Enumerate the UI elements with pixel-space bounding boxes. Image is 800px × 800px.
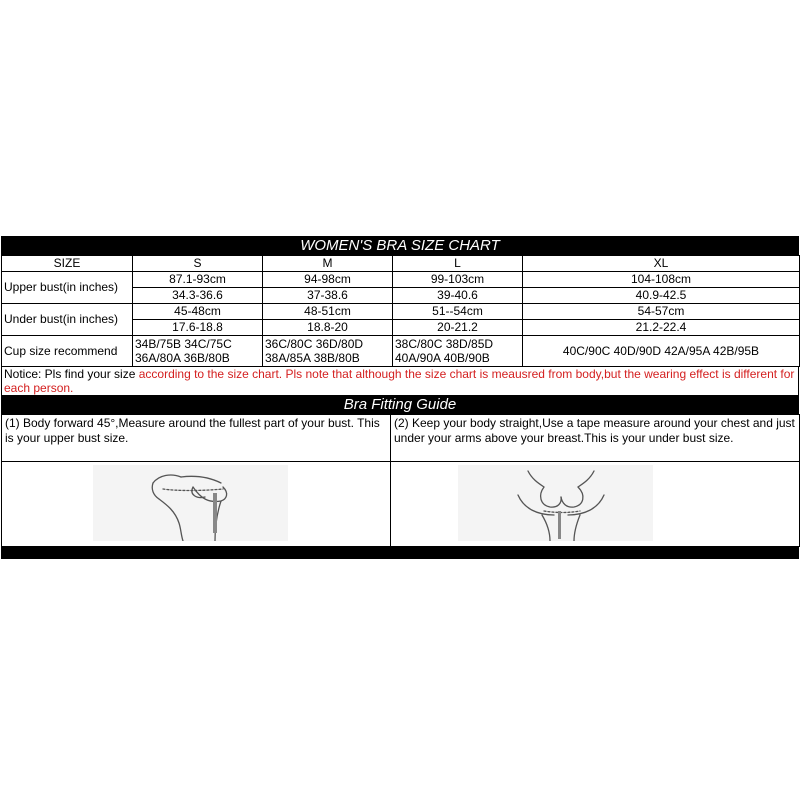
header-s: S	[133, 256, 263, 272]
header-xl: XL	[523, 256, 800, 272]
header-m: M	[263, 256, 393, 272]
upper-bust-in-l: 39-40.6	[393, 288, 523, 304]
under-bust-in-xl: 21.2-22.4	[523, 320, 800, 336]
upper-bust-cm-s: 87.1-93cm	[133, 272, 263, 288]
guide-image-cell-1	[2, 462, 391, 547]
under-bust-label: Under bust(in inches)	[2, 304, 133, 336]
bottom-bar	[1, 547, 799, 559]
under-bust-cm-s: 45-48cm	[133, 304, 263, 320]
cup-size-s-line2: 36A/80A 36B/80B	[135, 351, 230, 365]
cup-size-l-line1: 38C/80C 38D/85D	[395, 337, 494, 351]
notice-text	[1, 367, 799, 395]
guide-text-row	[2, 415, 800, 462]
size-table	[1, 255, 800, 367]
guide-image-cell-2	[391, 462, 800, 547]
cup-size-m-line1: 36C/80C 36D/80D	[265, 337, 364, 351]
chart-title: WOMEN'S BRA SIZE CHART	[1, 236, 799, 255]
upper-bust-in-xl: 40.9-42.5	[523, 288, 800, 304]
cup-size-m-line2: 38A/85A 38B/80B	[265, 351, 360, 365]
guide-step-1: (1) Body forward 45°,Measure around the fullest part of your bust. This is your upper bust size.	[2, 415, 391, 462]
cup-size-l	[393, 336, 523, 367]
cup-size-row	[2, 336, 800, 367]
upper-bust-illustration	[93, 465, 288, 541]
notice-highlight: according to the size chart.	[138, 367, 283, 381]
upper-bust-in-s: 34.3-36.6	[133, 288, 263, 304]
cup-size-s-line1: 34B/75B 34C/75C	[135, 337, 232, 351]
upper-bust-cm-l: 99-103cm	[393, 272, 523, 288]
upper-bust-cm-m: 94-98cm	[263, 272, 393, 288]
fitting-guide-title: Bra Fitting Guide	[1, 395, 799, 414]
under-bust-in-s: 17.6-18.8	[133, 320, 263, 336]
under-bust-cm-xl: 54-57cm	[523, 304, 800, 320]
cup-size-label: Cup size recommend	[2, 336, 133, 367]
upper-bust-in-m: 37-38.6	[263, 288, 393, 304]
notice-prefix: Notice: Pls find your size	[4, 367, 139, 381]
under-bust-in-m: 18.8-20	[263, 320, 393, 336]
upper-bust-label: Upper bust(in inches)	[2, 272, 133, 304]
cup-size-xl: 40C/90C 40D/90D 42A/95A 42B/95B	[523, 336, 800, 367]
fitting-guide-table	[1, 414, 800, 547]
upper-bust-cm-xl: 104-108cm	[523, 272, 800, 288]
size-header-row	[2, 256, 800, 272]
under-bust-cm-row	[2, 304, 800, 320]
under-bust-cm-m: 48-51cm	[263, 304, 393, 320]
cup-size-s	[133, 336, 263, 367]
cup-size-m	[263, 336, 393, 367]
header-size: SIZE	[2, 256, 133, 272]
guide-step-2: (2) Keep your body straight,Use a tape measure around your chest and just under your arms above your breast.This is your under bust size.	[391, 415, 800, 462]
under-bust-in-l: 20-21.2	[393, 320, 523, 336]
header-l: L	[393, 256, 523, 272]
guide-image-row	[2, 462, 800, 547]
size-chart	[1, 236, 799, 559]
notice-suffix: Pls note that although the size chart is meausred from body,but the wearing effect is different for each person.	[4, 367, 795, 395]
under-bust-illustration	[458, 465, 653, 541]
under-bust-cm-l: 51--54cm	[393, 304, 523, 320]
cup-size-l-line2: 40A/90A 40B/90B	[395, 351, 490, 365]
upper-bust-cm-row	[2, 272, 800, 288]
